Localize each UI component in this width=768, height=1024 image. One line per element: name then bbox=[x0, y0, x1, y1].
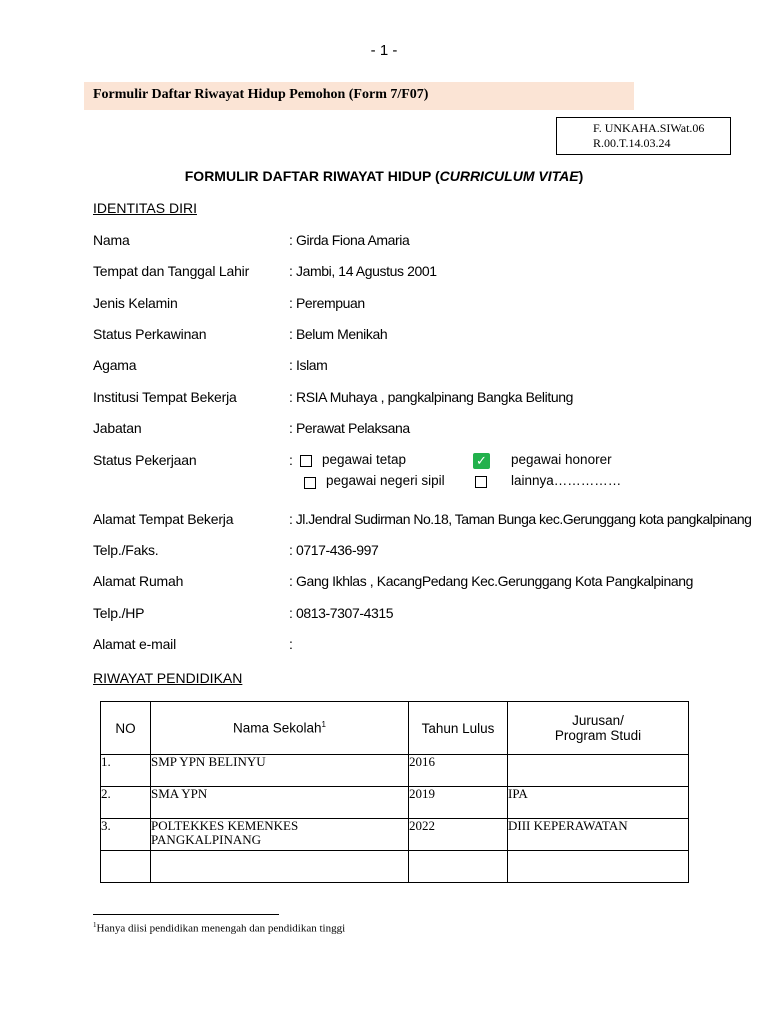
cell-no: 2. bbox=[101, 787, 151, 819]
header-major bbox=[508, 702, 689, 755]
employment-status-label: Status Pekerjaan bbox=[93, 452, 197, 468]
identity-heading: IDENTITAS DIRI bbox=[93, 200, 197, 216]
cell-no: 3. bbox=[101, 819, 151, 851]
option-lainnya-label: lainnya…………… bbox=[511, 473, 622, 488]
document-code-line-2: R.00.T.14.03.24 bbox=[593, 136, 671, 150]
cell-school bbox=[151, 851, 409, 883]
option-pegawai-negeri-sipil-label: pegawai negeri sipil bbox=[326, 473, 445, 488]
name-value: : Girda Fiona Amaria bbox=[289, 232, 410, 248]
home-address-label: Alamat Rumah bbox=[93, 573, 184, 589]
footnote-text: Hanya diisi pendidikan menengah dan pendidikan tinggi bbox=[96, 922, 346, 935]
checkbox-lainnya[interactable] bbox=[475, 476, 487, 488]
work-address-label: Alamat Tempat Bekerja bbox=[93, 511, 234, 527]
footnote-divider bbox=[93, 914, 279, 915]
cell-major bbox=[508, 851, 689, 883]
telp-hp-value: : 0813-7307-4315 bbox=[289, 605, 394, 621]
header-school-label: Nama Sekolah bbox=[232, 720, 322, 736]
cell-school: POLTEKKES KEMENKES PANGKALPINANG bbox=[151, 819, 409, 851]
document-code-box bbox=[556, 117, 731, 155]
home-address-value: : Gang Ikhlas , KacangPedang Kec.Gerunggang Kota Pangkalpinang bbox=[289, 573, 694, 589]
marital-label: Status Perkawinan bbox=[93, 326, 207, 342]
table-row bbox=[101, 851, 689, 883]
option-pegawai-honorer-label: pegawai honorer bbox=[511, 452, 612, 467]
table-row bbox=[101, 787, 689, 819]
email-label: Alamat e-mail bbox=[93, 636, 176, 652]
option-pegawai-tetap-label: pegawai tetap bbox=[322, 452, 407, 467]
cell-major bbox=[508, 755, 689, 787]
header-major-line-2: Program Studi bbox=[554, 728, 642, 743]
footnote-mark: 1 bbox=[93, 921, 97, 929]
name-label: Nama bbox=[93, 232, 130, 248]
education-table-header bbox=[101, 702, 689, 755]
header-school bbox=[151, 702, 409, 755]
table-row bbox=[101, 755, 689, 787]
header-year: Tahun Lulus bbox=[409, 702, 508, 755]
cell-major: DIII KEPERAWATAN bbox=[508, 819, 689, 851]
telp-hp-label: Telp./HP bbox=[93, 605, 145, 621]
birth-label: Tempat dan Tanggal Lahir bbox=[93, 263, 250, 279]
header-no: NO bbox=[101, 702, 151, 755]
education-heading: RIWAYAT PENDIDIKAN bbox=[93, 670, 243, 686]
title-close: ) bbox=[578, 168, 584, 184]
birth-value: : Jambi, 14 Agustus 2001 bbox=[289, 263, 437, 279]
cell-no bbox=[101, 851, 151, 883]
cell-school: SMA YPN bbox=[151, 787, 409, 819]
cell-no: 1. bbox=[101, 755, 151, 787]
checkbox-pegawai-negeri-sipil[interactable] bbox=[304, 477, 316, 489]
document-title bbox=[0, 168, 768, 184]
employment-status-colon: : bbox=[289, 452, 293, 468]
cell-major: IPA bbox=[508, 787, 689, 819]
work-address-value: : Jl.Jendral Sudirman No.18, Taman Bunga kec.Gerunggang kota pangkalpinang bbox=[289, 511, 752, 527]
footnote bbox=[93, 921, 345, 935]
header-school-footnote-mark: 1 bbox=[321, 720, 326, 730]
gender-label: Jenis Kelamin bbox=[93, 295, 178, 311]
checkbox-pegawai-tetap[interactable] bbox=[300, 455, 312, 467]
cell-year: 2019 bbox=[409, 787, 508, 819]
telp-fax-label: Telp./Faks. bbox=[93, 542, 159, 558]
checkbox-pegawai-honorer-checked[interactable]: ✓ bbox=[473, 453, 490, 469]
religion-value: : Islam bbox=[289, 357, 328, 373]
cell-year: 2016 bbox=[409, 755, 508, 787]
marital-value: : Belum Menikah bbox=[289, 326, 388, 342]
title-main: FORMULIR DAFTAR RIWAYAT HIDUP ( bbox=[184, 168, 440, 184]
title-italic: CURRICULUM VITAE bbox=[439, 168, 579, 184]
cell-school: SMP YPN BELINYU bbox=[151, 755, 409, 787]
workplace-value: : RSIA Muhaya , pangkalpinang Bangka Belitung bbox=[289, 389, 573, 405]
position-label: Jabatan bbox=[93, 420, 142, 436]
religion-label: Agama bbox=[93, 357, 137, 373]
position-value: : Perawat Pelaksana bbox=[289, 420, 410, 436]
gender-value: : Perempuan bbox=[289, 295, 365, 311]
telp-fax-value: : 0717-436-997 bbox=[289, 542, 379, 558]
cell-year bbox=[409, 851, 508, 883]
workplace-label: Institusi Tempat Bekerja bbox=[93, 389, 237, 405]
form-banner bbox=[84, 82, 634, 110]
form-banner-text: Formulir Daftar Riwayat Hidup Pemohon (Form 7/F07) bbox=[93, 87, 429, 102]
cell-year: 2022 bbox=[409, 819, 508, 851]
page-number: - 1 - bbox=[370, 42, 398, 59]
document-code-line-1: F. UNKAHA.SIWat.06 bbox=[593, 121, 705, 135]
table-row bbox=[101, 819, 689, 851]
education-table bbox=[100, 701, 689, 883]
header-major-line-1: Jurusan/ bbox=[572, 713, 624, 728]
email-value: : bbox=[289, 636, 293, 652]
